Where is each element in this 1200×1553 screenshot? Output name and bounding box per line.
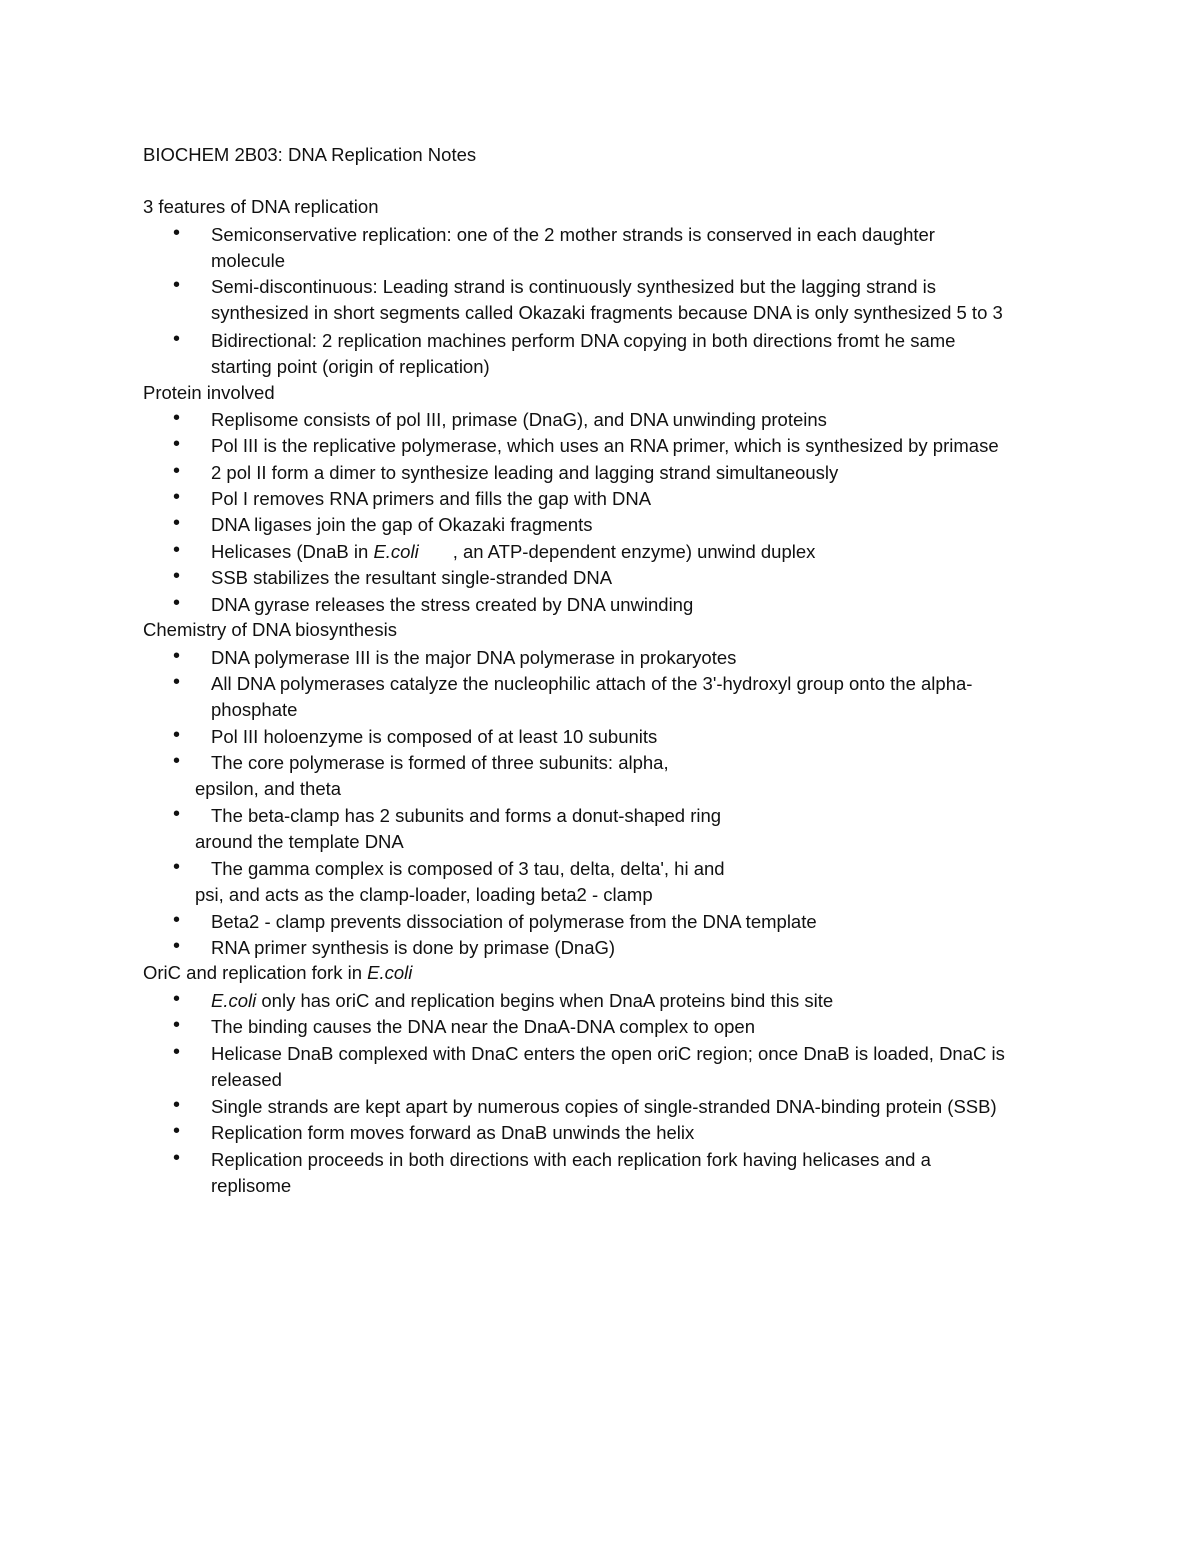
italic-species-name: E.coli [211,990,257,1011]
list-item: Pol I removes RNA primers and fills the gap with DNA [211,488,652,509]
list-item: Pol III holoenzyme is composed of at least 10 subunits [211,726,658,747]
bullet-icon: • [173,1120,181,1142]
list-item: Bidirectional: 2 replication machines perform DNA copying in both directions fromt he same [211,330,956,351]
list-item: The binding causes the DNA near the DnaA-DNA complex to open [211,1016,756,1037]
section-heading: 3 features of DNA replication [143,196,379,217]
list-item: Replication proceeds in both directions with each replication fork having helicases and a [211,1149,931,1170]
item-text: Helicases (DnaB in [211,541,374,562]
list-item: Single strands are kept apart by numerous copies of single-stranded DNA-binding protein (SSB) [211,1096,997,1117]
bullet-icon: • [173,328,181,350]
bullet-icon: • [173,671,181,693]
bullet-icon: • [173,935,181,957]
bullet-icon: • [173,724,181,746]
list-item-continuation: around the template DNA [195,831,404,852]
bullet-icon: • [173,1094,181,1116]
italic-species-name: E.coli [367,962,413,983]
list-item-continuation: released [211,1069,282,1090]
list-item-continuation: phosphate [211,699,298,720]
list-item: The gamma complex is composed of 3 tau, delta, delta', hi and [211,858,725,879]
bullet-icon: • [173,1014,181,1036]
list-item: Beta2 - clamp prevents dissociation of polymerase from the DNA template [211,911,817,932]
italic-species-name: E.coli [373,541,419,562]
list-item: Replication form moves forward as DnaB unwinds the helix [211,1122,695,1143]
bullet-icon: • [173,988,181,1010]
list-item: The beta-clamp has 2 subunits and forms a donut-shaped ring [211,805,722,826]
bullet-icon: • [173,750,181,772]
list-item: DNA ligases join the gap of Okazaki fragments [211,514,593,535]
list-item [211,988,833,1014]
item-text: only has oriC and replication begins when DnaA proteins bind this site [256,990,834,1011]
section-heading: Chemistry of DNA biosynthesis [143,619,397,640]
list-item: Semi-discontinuous: Leading strand is continuously synthesized but the lagging strand is [211,276,937,297]
heading-text: OriC and replication fork in [143,962,368,983]
bullet-icon: • [173,645,181,667]
list-item: All DNA polymerases catalyze the nucleophilic attach of the 3'-hydroxyl group onto the alpha- [211,673,973,694]
list-item-continuation: molecule [211,250,286,271]
section-heading [143,960,412,986]
list-item: RNA primer synthesis is done by primase (DnaG) [211,937,616,958]
list-item: Helicase DnaB complexed with DnaC enters the open oriC region; once DnaB is loaded, DnaC is [211,1043,1005,1064]
bullet-icon: • [173,460,181,482]
section-heading: Protein involved [143,382,275,403]
list-item [211,539,815,565]
list-item: 2 pol II form a dimer to synthesize leading and lagging strand simultaneously [211,462,839,483]
bullet-icon: • [173,433,181,455]
bullet-icon: • [173,1041,181,1063]
list-item-continuation: epsilon, and theta [195,778,342,799]
list-item-continuation: replisome [211,1175,292,1196]
bullet-icon: • [173,856,181,878]
item-text: , an ATP-dependent enzyme) unwind duplex [452,541,816,562]
bullet-icon: • [173,512,181,534]
list-item: SSB stabilizes the resultant single-stranded DNA [211,567,613,588]
list-item: Semiconservative replication: one of the 2 mother strands is conserved in each daughter [211,224,935,245]
bullet-icon: • [173,222,181,244]
list-item: Replisome consists of pol III, primase (DnaG), and DNA unwinding proteins [211,409,827,430]
document-title: BIOCHEM 2B03: DNA Replication Notes [143,144,477,165]
bullet-icon: • [173,909,181,931]
bullet-icon: • [173,803,181,825]
list-item: The core polymerase is formed of three subunits: alpha, [211,752,669,773]
list-item: DNA polymerase III is the major DNA polymerase in prokaryotes [211,647,737,668]
list-item: DNA gyrase releases the stress created by DNA unwinding [211,594,694,615]
bullet-icon: • [173,592,181,614]
bullet-icon: • [173,274,181,296]
list-item: Pol III is the replicative polymerase, which uses an RNA primer, which is synthesized by primase [211,435,999,456]
bullet-icon: • [173,1147,181,1169]
bullet-icon: • [173,539,181,561]
list-item-continuation: psi, and acts as the clamp-loader, loading beta2 - clamp [195,884,653,905]
bullet-icon: • [173,407,181,429]
list-item-continuation: starting point (origin of replication) [211,356,490,377]
bullet-icon: • [173,565,181,587]
list-item-continuation: synthesized in short segments called Okazaki fragments because DNA is only synthesized 5 to 3 [211,302,1003,323]
bullet-icon: • [173,486,181,508]
